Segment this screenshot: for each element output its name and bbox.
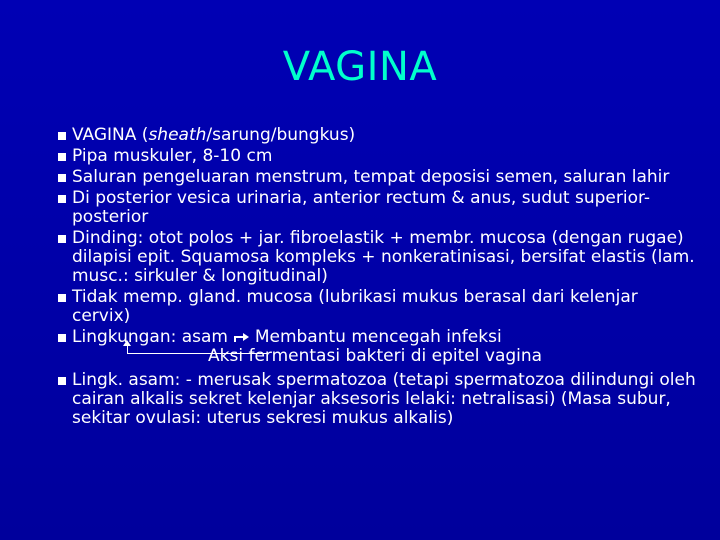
bullet-item [58,168,698,187]
square-bullet-icon [58,195,66,203]
bullet-text: VAGINA ( [72,125,149,145]
bullet-item [58,371,698,428]
bullet-item [58,288,698,326]
feedback-loop-icon [127,345,268,354]
square-bullet-icon [58,235,66,243]
bullet-text: Pipa muskuler, 8-10 cm [72,146,273,166]
right-arrow-icon [233,332,249,342]
bullet-item [58,189,698,227]
bullet-text: Membantu mencegah infeksi [254,327,502,347]
slide-title: VAGINA [282,44,438,90]
square-bullet-icon [58,174,66,182]
square-bullet-icon [58,132,66,140]
bullet-item [58,328,698,369]
bullet-item [58,147,698,166]
bullet-item [58,229,698,286]
bullet-subline: Aksi fermentasi bakteri di epitel vagina [208,346,543,366]
bullet-text: Dinding: otot polos + jar. fibroelastik + membr. mucosa (dengan rugae) dilapisi epit. Squamosa kompleks + nonkeratinisasi, bersifat elastis (lam. musc.: sirkuler & longitudinal) [72,228,695,286]
up-arrow-icon [123,340,131,346]
bullet-item [58,126,698,145]
square-bullet-icon [58,377,66,385]
bullet-text: Saluran pengeluaran menstrum, tempat deposisi semen, saluran lahir [72,167,670,187]
square-bullet-icon [58,153,66,161]
bullet-text: Tidak memp. gland. mucosa (lubrikasi mukus berasal dari kelenjar cervix) [72,287,638,326]
bullet-text: /sarung/bungkus) [206,125,356,145]
bullet-text: Lingk. asam: - merusak spermatozoa (tetapi spermatozoa dilindungi oleh cairan alkalis sekret kelenjar aksesoris lelaki: netralisasi) (Masa subur, sekitar ovulasi: uterus sekresi mukus alkalis) [72,370,696,428]
bullet-italic-text: sheath [148,125,207,145]
square-bullet-icon [58,294,66,302]
bullet-list [58,126,698,430]
bullet-text: Lingkungan: asam [72,327,228,347]
bullet-text: Di posterior vesica urinaria, anterior rectum & anus, sudut superior-posterior [72,188,651,227]
square-bullet-icon [58,334,66,342]
